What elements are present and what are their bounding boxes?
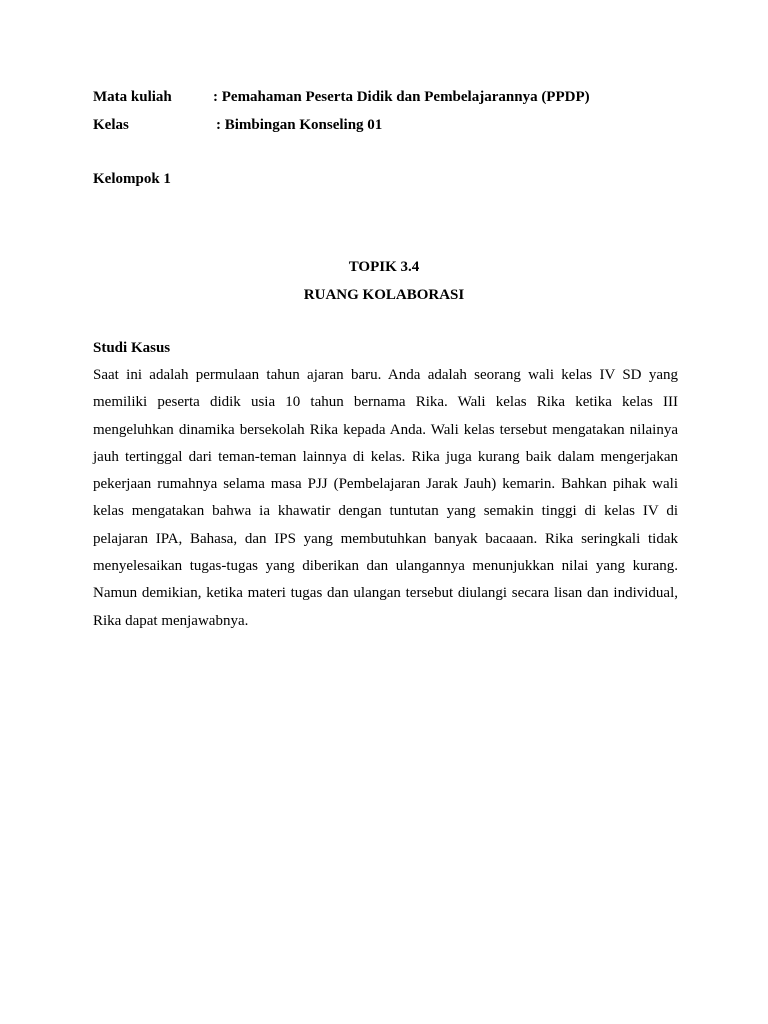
- case-study-paragraph: Saat ini adalah permulaan tahun ajaran baru. Anda adalah seorang wali kelas IV SD yang memiliki peserta didik usia 10 tahun bernama Rika. Wali kelas Rika ketika kelas III mengeluhkan dinamika bersekolah Rika kepada Anda. Wali kelas tersebut mengatakan nilainya jauh tertinggal dari teman-teman lainnya di kelas. Rika juga kurang baik dalam mengerjakan pekerjaan rumahnya selama masa PJJ (Pembelajaran Jarak Jauh) kemarin. Bahkan pihak wali kelas mengatakan bahwa ia khawatir dengan tuntutan yang semakin tinggi di kelas IV di pelajaran IPA, Bahasa, dan IPS yang membutuhkan banyak bacaaan. Rika seringkali tidak menyelesaikan tugas-tugas yang diberikan dan ulangannya menunjukkan nilai yang kurang. Namun demikian, ketika materi tugas dan ulangan tersebut diulangi secara lisan dan individual, Rika dapat menjawabnya.: [93, 367, 678, 629]
- topic-title: RUANG KOLABORASI: [303, 287, 465, 303]
- class-value: : Bimbingan Konseling 01: [216, 117, 383, 133]
- course-label: Mata kuliah: [93, 89, 172, 105]
- case-study-heading: Studi Kasus: [93, 340, 171, 356]
- course-value: : Pemahaman Peserta Didik dan Pembelajarannya (PPDP): [213, 89, 590, 105]
- class-label: Kelas: [93, 117, 129, 133]
- group-name: Kelompok 1: [93, 171, 171, 187]
- topic-number: TOPIK 3.4: [348, 259, 420, 275]
- course-row: [93, 88, 590, 106]
- class-row: [93, 116, 383, 134]
